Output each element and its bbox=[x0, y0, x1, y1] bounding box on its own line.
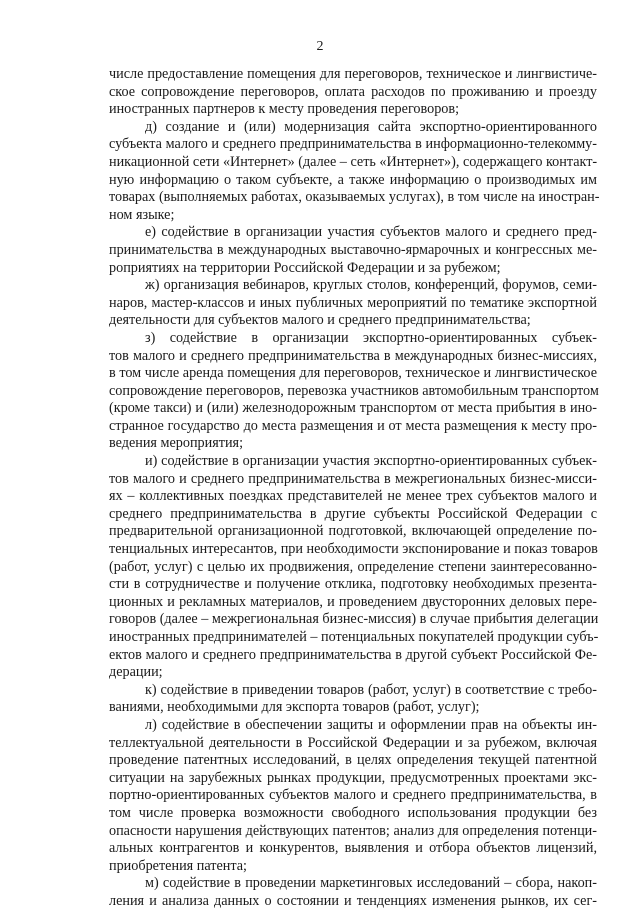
paragraph bbox=[109, 875, 597, 910]
text-line: тенциальных интересантов, при необходимости экспонирование и показ товаров bbox=[109, 541, 598, 558]
text-line: иностранных партнеров к месту проведения переговоров; bbox=[109, 101, 460, 118]
text-line: (кроме такси) и (или) железнодорожным транспортом от места прибытия в ино- bbox=[109, 400, 597, 417]
text-line: товарах (выполняемых работах, оказываемых услугах), в том числе на иностран- bbox=[109, 189, 600, 206]
text-line: з) содействие в организации экспортно-ориентированных субъек- bbox=[145, 329, 597, 346]
text-line: деятельности для субъектов малого и среднего предпринимательства; bbox=[109, 312, 531, 329]
text-line: ж) организация вебинаров, круглых столов, конференций, форумов, семи- bbox=[145, 277, 597, 294]
document-body bbox=[109, 66, 600, 911]
text-line: д) создание и (или) модернизация сайта экспортно-ориентированного bbox=[145, 118, 597, 135]
text-line: теллектуальной деятельности в Российской Федерации и за рубежом, включая bbox=[109, 734, 597, 751]
text-line: к) содействие в приведении товаров (работ, услуг) в соответствие с требо- bbox=[145, 681, 597, 698]
text-line: в том числе аренда помещения для переговоров, техническое и лингвистическое bbox=[109, 365, 597, 382]
text-line: ситуации на зарубежных рынках продукции, предусмотренных проектами экс- bbox=[109, 769, 597, 786]
text-line: опасности нарушения действующих патентов; анализ для определения потенци- bbox=[109, 822, 597, 839]
text-line: тов малого и среднего предпринимательства в межрегиональных бизнес-мисси- bbox=[109, 470, 597, 487]
text-line: ведения мероприятия; bbox=[109, 435, 244, 452]
page-number: 2 bbox=[316, 39, 324, 54]
text-line: дерации; bbox=[109, 664, 163, 681]
text-line: ях – коллективных поездках представителей не менее трех субъектов малого и bbox=[109, 488, 597, 505]
text-line: среднего предпринимательства в другие субъекты Российской Федерации с bbox=[109, 505, 597, 522]
text-line: е) содействие в организации участия субъектов малого и среднего пред- bbox=[145, 224, 597, 241]
text-line: сопровождение переговоров, перевозка участников автомобильным транспортом bbox=[109, 382, 599, 399]
text-line: предварительной организационной подготовкой, включающей определение по- bbox=[109, 523, 597, 540]
text-line: тов малого и среднего предпринимательства в международных бизнес-миссиях, bbox=[109, 347, 597, 364]
text-line: сти в сотрудничестве и получение отклика, подготовку необходимых презента- bbox=[109, 576, 597, 593]
text-line: иностранных предпринимателей – потенциальных покупателей продукции субъ- bbox=[109, 629, 599, 645]
text-line: принимательства в международных выставочно-ярмарочных и конгрессных ме- bbox=[109, 241, 597, 258]
paragraph bbox=[109, 118, 600, 225]
text-line: проведение патентных исследований, в целях определения текущей патентной bbox=[109, 752, 597, 769]
text-line: ном языке; bbox=[109, 206, 175, 223]
text-line: ваниями, необходимыми для экспорта товаров (работ, услуг); bbox=[109, 699, 480, 716]
text-line: субъекта малого и среднего предпринимательства в информационно-телекомму- bbox=[109, 136, 597, 153]
text-line: ную информацию о таком субъекте, а также информацию о производимых им bbox=[109, 171, 597, 188]
text-line: портно-ориентированных субъектов малого и среднего предпринимательства, в bbox=[109, 787, 597, 804]
paragraph bbox=[109, 717, 597, 875]
text-line: том числе проверка возможности свободного использования продукции без bbox=[109, 804, 597, 821]
text-line: л) содействие в обеспечении защиты и оформлении прав на объекты ин- bbox=[145, 716, 597, 733]
text-line: ления и анализа данных о состоянии и тенденциях изменения рынков, их сег- bbox=[109, 892, 597, 909]
text-line: м) содействие в проведении маркетинговых исследований – сбора, накоп- bbox=[145, 875, 597, 892]
paragraph bbox=[109, 682, 597, 717]
paragraph bbox=[109, 66, 597, 119]
text-line: ектов малого и среднего предпринимательства в другой субъект Российской Фе- bbox=[109, 646, 597, 663]
paragraph bbox=[109, 330, 597, 453]
text-line: наров, мастер-классов и иных публичных мероприятий по тематике экспортной bbox=[109, 294, 597, 311]
text-line: альных контрагентов и конкурентов, выявления и отбора объектов лицензий, bbox=[109, 840, 597, 857]
text-line: ционных и рекламных материалов, и проведением двусторонних деловых пере- bbox=[109, 593, 597, 610]
text-line: (работ, услуг) с целью их продвижения, определение степени заинтересованно- bbox=[109, 558, 597, 575]
text-line: приобретения патента; bbox=[109, 857, 247, 874]
paragraph bbox=[109, 224, 597, 277]
paragraph bbox=[109, 453, 597, 682]
text-line: странное государство до места размещения и от места размещения к месту про- bbox=[109, 417, 597, 434]
text-line: роприятиях на территории Российской Федерации и за рубежом; bbox=[109, 259, 501, 276]
text-line: ское сопровождение переговоров, оплата расходов по проживанию и проезду bbox=[109, 83, 597, 100]
text-line: никационной сети «Интернет» (далее – сеть «Интернет»), содержащего контакт- bbox=[109, 153, 598, 170]
text-line: числе предоставление помещения для переговоров, техническое и лингвистиче- bbox=[109, 66, 597, 82]
paragraph bbox=[109, 277, 597, 330]
text-line: говоров (далее – межрегиональная бизнес-миссия) в случае прибытия делегации bbox=[109, 611, 599, 628]
text-line: и) содействие в организации участия экспортно-ориентированных субъек- bbox=[145, 453, 597, 470]
